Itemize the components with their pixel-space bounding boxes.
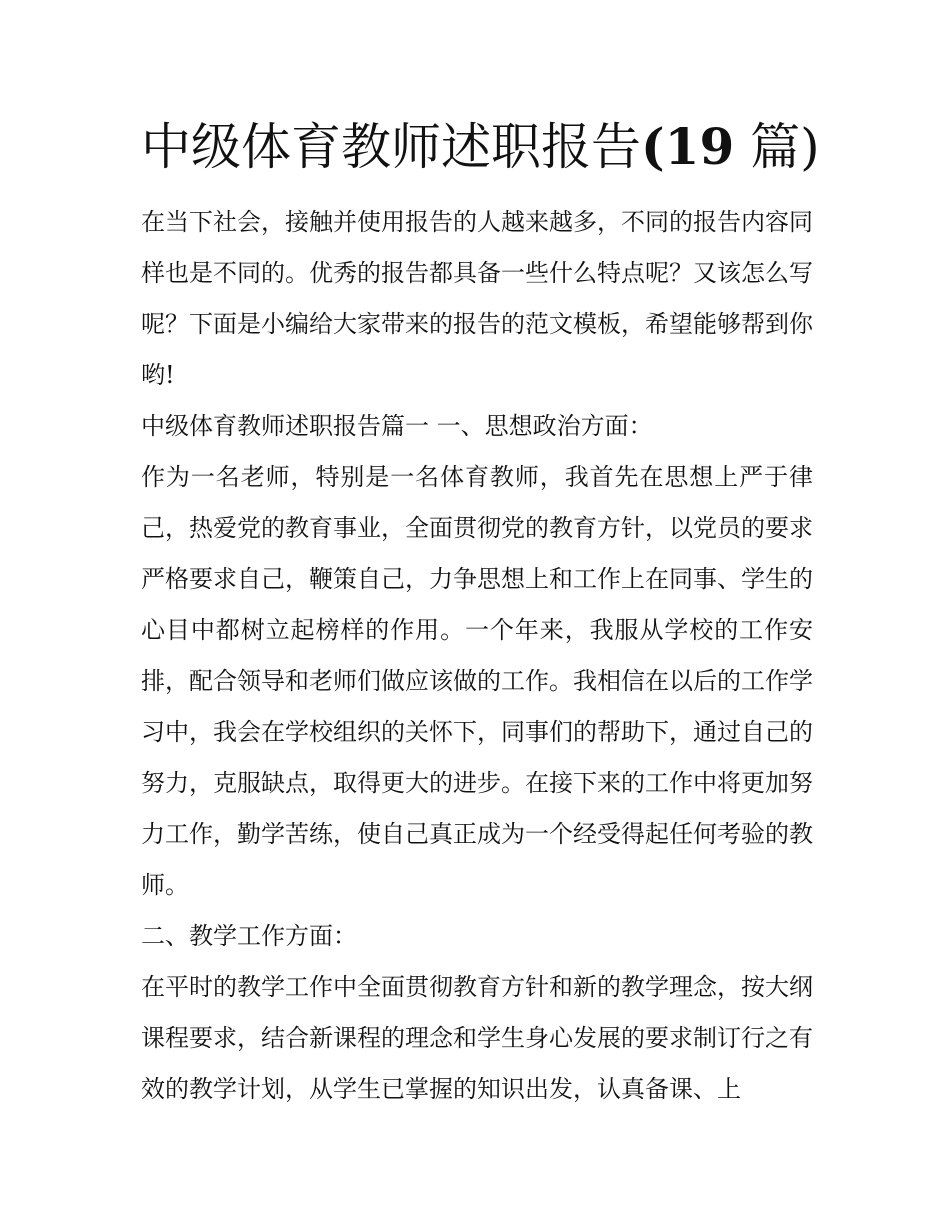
paragraph-section-heading-1: 中级体育教师述职报告篇一 一、思想政治方面： — [141, 412, 653, 440]
paragraph-ideology: 作为一名老师，特别是一名体育教师，我首先在思想上严于律己，热爱党的教育事业，全面贯彻党的教育方针，以党员的要求严格要求自己，鞭策自己，力争思想上和工作上在同事、学生的心目中都树立起榜样的作用。一个年来，我服从学校的工作安排，配合领导和老师们做应该做的工作。我相信在以后的工作学习中，我会在学校组织的关怀下，同事们的帮助下，通过自己的努力，克服缺点，取得更大的进步。在接下来的工作中将更加努力工作，勤学苦练，使自己真正成为一个经受得起任何考验的教师。 — [141, 463, 813, 899]
document-title — [141, 112, 820, 182]
document-body — [141, 197, 813, 1115]
title-main: 中级体育教师述职报告 — [141, 118, 641, 176]
title-number: 19 — [664, 117, 735, 176]
title-paren-open: ( — [641, 117, 665, 176]
paragraph-teaching: 在平时的教学工作中全面贯彻教育方针和新的教学理念，按大纲课程要求，结合新课程的理念和学生身心发展的要求制订行之有效的教学计划，从学生已掌握的知识出发，认真备课、上 — [141, 973, 813, 1103]
paragraph-section-heading-2: 二、教学工作方面： — [141, 922, 357, 950]
paragraph-intro: 在当下社会，接触并使用报告的人越来越多，不同的报告内容同样也是不同的。优秀的报告都具备一些什么特点呢？又该怎么写呢？下面是小编给大家带来的报告的范文模板，希望能够帮到你哟! — [141, 208, 813, 389]
title-suffix: 篇) — [734, 118, 820, 176]
